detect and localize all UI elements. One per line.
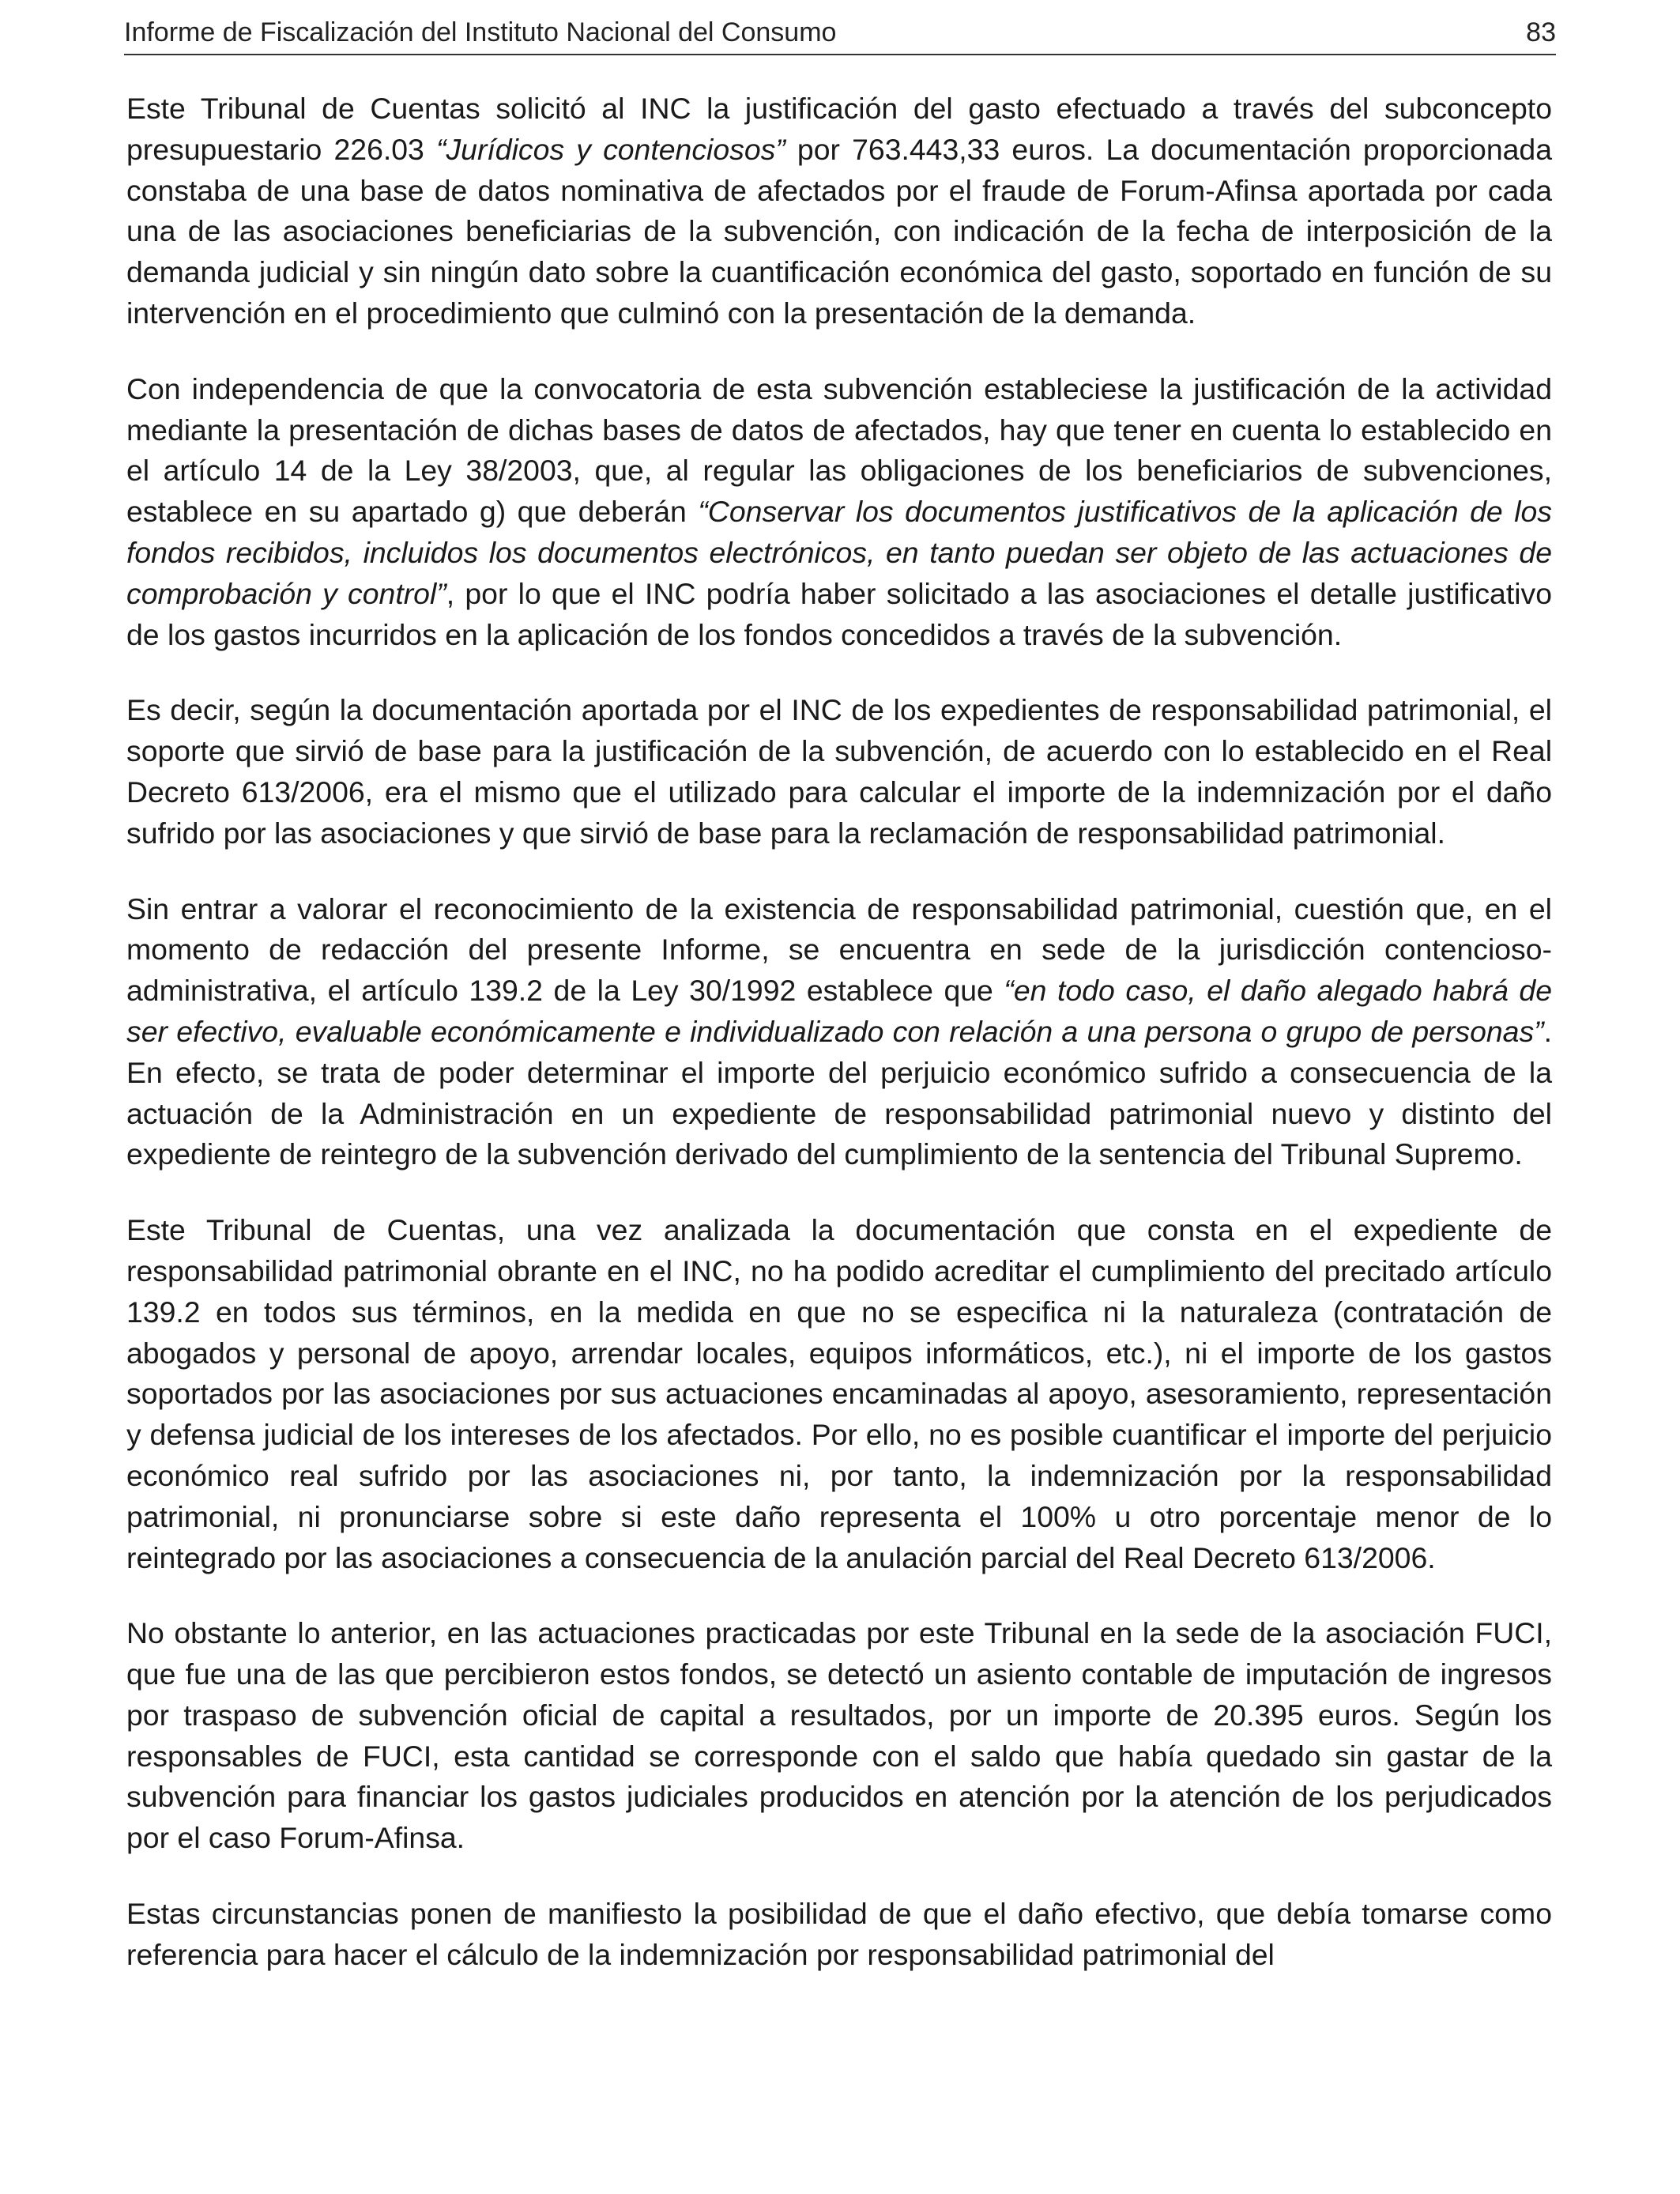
body-text — [126, 89, 1552, 1976]
paragraph-2 — [126, 369, 1552, 656]
paragraph-4 — [126, 889, 1552, 1176]
paragraph-text: Es decir, según la documentación aportada por el INC de los expedientes de responsabilidad patrimonial, el soporte que sirvió de base para la justificación de la subvención, de acuerdo con lo establecido en el Real Decreto 613/2006, era el mismo que el utilizado para calcular el importe de la indemnización por el daño sufrido por las asociaciones y que sirvió de base para la reclamación de responsabilidad patrimonial. — [126, 693, 1552, 850]
paragraph-3 — [126, 690, 1552, 854]
paragraph-text: No obstante lo anterior, en las actuaciones practicadas por este Tribunal en la sede de la asociación FUCI, que fue una de las que percibieron estos fondos, se detectó un asiento contable de imputación de ingresos por traspaso de subvención oficial de capital a resultados, por un importe de 20.395 euros. Según los responsables de FUCI, esta cantidad se corresponde con el saldo que había quedado sin gastar de la subvención para financiar los gastos judiciales producidos en atención por la atención de los perjudicados por el caso Forum-Afinsa. — [126, 1616, 1552, 1855]
paragraph-text: por 763.443,33 euros. La documentación proporcionada constaba de una base de datos nominativa de afectados por el fraude de Forum-Afinsa aportada por cada una de las asociaciones beneficiarias de la subvención, con indicación de la fecha de interposición de la demanda judicial y sin ningún dato sobre la cuantificación económica del gasto, soportado en función de su intervención en el procedimiento que culminó con la presentación de la demanda. — [126, 132, 1552, 330]
italic-quote: “en todo caso, el daño alegado habrá de ser efectivo, evaluable económicamente e individualizado con relación a una persona o grupo de personas” — [126, 974, 1553, 1048]
page-header — [124, 11, 1556, 55]
paragraph-text: Con independencia de que la convocatoria de esta subvención estableciese la justificación de la actividad mediante la presentación de dichas bases de datos de afectados, hay que tener en cuenta lo establecido en el artículo 14 de la Ley 38/2003, que, al regular las obligaciones de los beneficiarios de subvenciones, establece en su apartado g) que deberán — [126, 371, 1552, 529]
paragraph-text: Este Tribunal de Cuentas solicitó al INC la justificación del gasto efectuado a través del subconcepto presupuestario 226.03 — [126, 92, 1552, 166]
paragraph-6 — [126, 1613, 1552, 1859]
paragraph-text: Este Tribunal de Cuentas, una vez analizada la documentación que consta en el expediente de responsabilidad patrimonial obrante en el INC, no ha podido acreditar el cumplimiento del precitado artículo 139.2 en todos sus términos, en la medida en que no se especifica ni la naturaleza (contratación de abogados y personal de apoyo, arrendar locales, equipos informáticos, etc.), ni el importe de los gastos soportados por las asociaciones por sus actuaciones encaminadas al apoyo, asesoramiento, representación y defensa judicial de los intereses de los afectados. Por ello, no es posible cuantificar el importe del perjuicio económico real sufrido por las asociaciones ni, por tanto, la indemnización por la responsabilidad patrimonial, ni pronunciarse sobre si este daño representa el 100% u otro porcentaje menor de lo reintegrado por las asociaciones a consecuencia de la anulación parcial del Real Decreto 613/2006. — [126, 1213, 1552, 1574]
paragraph-text: , por lo que el INC podría haber solicitado a las asociaciones el detalle justificativo de los gastos incurridos en la aplicación de los fondos concedidos a través de la subvención. — [126, 576, 1553, 651]
paragraph-1 — [126, 89, 1552, 334]
paragraph-text: Estas circunstancias ponen de manifiesto la posibilidad de que el daño efectivo, que debía tomarse como referencia para hacer el cálculo de la indemnización por responsabilidad patrimonial del — [126, 1897, 1552, 1971]
paragraph-text: Sin entrar a valorar el reconocimiento de la existencia de responsabilidad patrimonial, cuestión que, en el momento de redacción del presente Informe, se encuentra en sede de la jurisdicción contencioso-administrativa, el artículo 139.2 de la Ley 30/1992 establece que — [126, 892, 1552, 1008]
paragraph-7 — [126, 1894, 1552, 1976]
header-title: Informe de Fiscalización del Instituto Nacional del Consumo — [124, 17, 837, 47]
page-number: 83 — [1526, 17, 1556, 47]
paragraph-text: . En efecto, se trata de poder determinar el importe del perjuicio económico sufrido a consecuencia de la actuación de la Administración en un expediente de responsabilidad patrimonial nuevo y distinto del expediente de reintegro de la subvención derivado del cumplimiento de la sentencia del Tribunal Supremo. — [126, 1014, 1552, 1171]
italic-quote: “Jurídicos y contenciosos” — [436, 132, 785, 166]
italic-quote: “Conservar los documentos justificativos de la aplicación de los fondos recibidos, incluidos los documentos electrónicos, en tanto puedan ser objeto de las actuaciones de comprobación y control” — [126, 495, 1552, 610]
paragraph-5 — [126, 1210, 1552, 1578]
